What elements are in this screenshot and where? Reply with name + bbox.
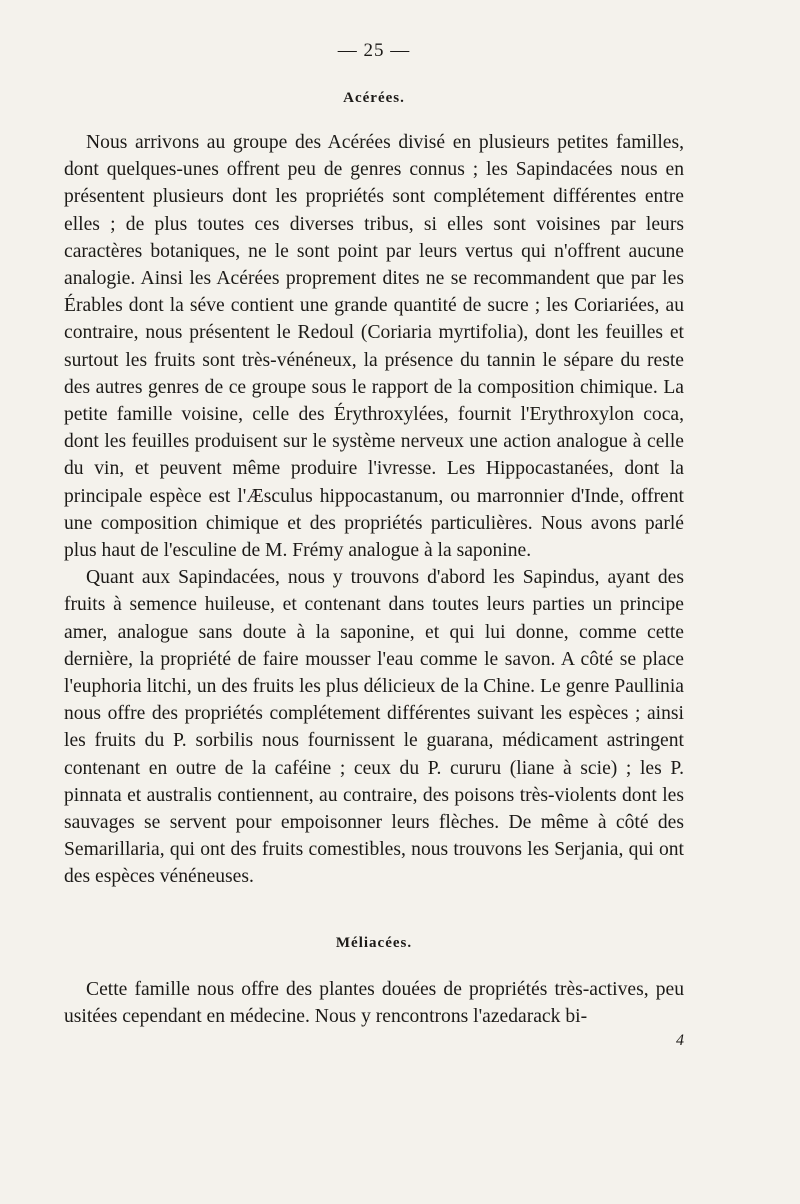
paragraph-meliacees-1: Cette famille nous offre des plantes douées de propriétés très-actives, peu usitées cependant en médecine. Nous y rencontrons l'azedarack bi- (64, 978, 684, 1027)
signature-mark: 4 (676, 1032, 684, 1050)
document-page (64, 40, 684, 1050)
page-number: — 25 — (337, 40, 411, 61)
section-heading-meliacees: Méliacées. (335, 934, 413, 951)
paragraph-acerees-2: Quant aux Sapindacées, nous y trouvons d'abord les Sapindus, ayant des fruits à semence huileuse, et contenant dans toutes leurs parties un principe amer, analogue sans doute à la saponine, et qui lui donne, comme cette dernière, la propriété de faire mousser l'eau comme le savon. A côté se place l'euphoria litchi, un des fruits les plus délicieux de la Chine. Le genre Paullinia nous offre des propriétés complétement différentes suivant les espèces ; ainsi les fruits du P. sorbilis nous fournissent le guarana, médicament astringent contenant en outre de la caféine ; ceux du P. cururu (liane à scie) ; les P. pinnata et australis contiennent, au contraire, des poisons très-violents dont les sauvages se servent pour empoisonner leurs flèches. De même à côté des Semarillaria, qui ont des fruits comestibles, nous trouvons les Serjania, qui ont des espèces vénéneuses. (64, 567, 684, 888)
paragraph-acerees-1: Nous arrivons au groupe des Acérées divisé en plusieurs petites familles, dont quelques-unes offrent peu de genres connus ; les Sapindacées nous en présentent plusieurs dont les propriétés sont complétement différentes entre elles ; de plus toutes ces diverses tribus, si elles sont voisines par leurs caractères botaniques, ne le sont point par leurs vertus qui n'offrent aucune analogie. Ainsi les Acérées proprement dites ne se recommandent que par les Érables dont la séve contient une grande quantité de sucre ; les Coriariées, au contraire, nous présentent le Redoul (Coriaria myrtifolia), dont les feuilles et surtout les fruits sont très-vénéneux, la présence du tannin le sépare du reste des autres genres de ce groupe sous le rapport de la composition chimique. La petite famille voisine, celle des Érythroxylées, fournit l'Erythroxylon coca, dont les feuilles produisent sur le système nerveux une action analogue à celle du vin, et peuvent même produire l'ivresse. Les Hippocastanées, dont la principale espèce est l'Æsculus hippocastanum, ou marronnier d'Inde, offrent une composition chimique et des propriétés particulières. Nous avons parlé plus haut de l'esculine de M. Frémy analogue à la saponine. (64, 132, 684, 562)
section-heading-acerees: Acérées. (343, 90, 405, 106)
